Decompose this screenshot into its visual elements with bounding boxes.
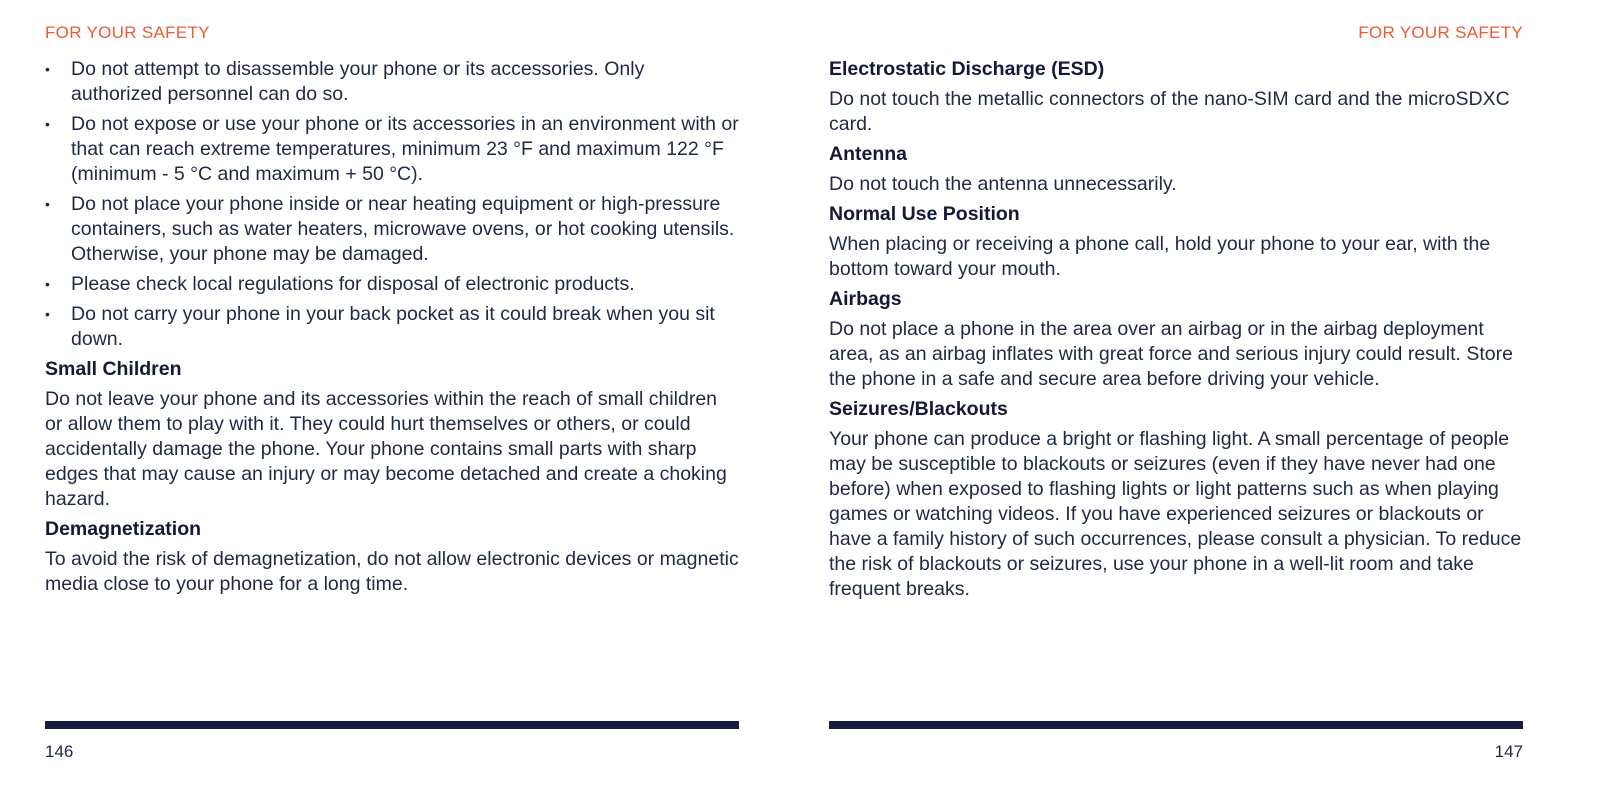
- bullet-icon: •: [45, 306, 50, 322]
- list-item: [45, 57, 739, 107]
- page-number: 146: [45, 742, 74, 761]
- bullet-text: Do not expose or use your phone or its accessories in an environment with or that can reach extreme temperatures, minimum 23 °F and maximum 122 °F (minimum - 5 °C and maximum + 50 °C).: [71, 113, 739, 185]
- section-heading-esd: Electrostatic Discharge (ESD): [829, 58, 1105, 80]
- section-body-normal-use-position: When placing or receiving a phone call, hold your phone to your ear, with the bottom toward your mouth.: [829, 233, 1491, 280]
- bullet-icon: •: [45, 61, 50, 77]
- bullet-text: Do not carry your phone in your back pocket as it could break when you sit down.: [71, 303, 715, 350]
- footer-rule: [829, 721, 1523, 729]
- section-heading-antenna: Antenna: [829, 143, 907, 165]
- section-heading-airbags: Airbags: [829, 288, 902, 310]
- section-heading-demagnetization: Demagnetization: [45, 518, 202, 540]
- page-header: FOR YOUR SAFETY: [1358, 23, 1523, 42]
- section-body-demagnetization: To avoid the risk of demagnetization, do not allow electronic devices or magnetic media close to your phone for a long time.: [45, 548, 739, 595]
- bullet-icon: •: [45, 116, 50, 132]
- section-body-small-children: Do not leave your phone and its accessories within the reach of small children or allow them to play with it. They could hurt themselves or others, or could accidentally damage the phone. Your phone contains small parts with sharp edges that may cause an injury or may become detached and create a choking hazard.: [45, 388, 727, 510]
- list-item: [45, 302, 739, 352]
- left-page: [45, 0, 739, 800]
- page-number: 147: [1494, 742, 1523, 761]
- footer-rule: [45, 721, 739, 729]
- left-page-content: [45, 57, 739, 602]
- bullet-icon: •: [45, 276, 50, 292]
- list-item: [45, 112, 739, 187]
- bullet-text: Do not place your phone inside or near heating equipment or high-pressure containers, such as water heaters, microwave ovens, or hot cooking utensils. Otherwise, your phone may be damaged.: [71, 193, 735, 265]
- page-header: FOR YOUR SAFETY: [45, 23, 210, 42]
- list-item: [45, 192, 739, 267]
- right-page: [829, 0, 1523, 800]
- section-heading-small-children: Small Children: [45, 358, 182, 380]
- safety-bullet-list: [45, 57, 739, 352]
- section-body-airbags: Do not place a phone in the area over an airbag or in the airbag deployment area, as an airbag inflates with great force and serious injury could result. Store the phone in a safe and secure area before driving your vehicle.: [829, 318, 1513, 390]
- section-body-seizures-blackouts: Your phone can produce a bright or flashing light. A small percentage of people may be susceptible to blackouts or seizures (even if they have never had one before) when exposed to flashing lights or light patterns such as when playing games or watching videos. If you have experienced seizures or blackouts or have a family history of such occurrences, please consult a physician. To reduce the risk of blackouts or seizures, use your phone in a well-lit room and take frequent breaks.: [829, 428, 1522, 600]
- section-body-esd: Do not touch the metallic connectors of the nano-SIM card and the microSDXC card.: [829, 88, 1510, 135]
- right-page-content: [829, 57, 1523, 607]
- section-body-antenna: Do not touch the antenna unnecessarily.: [829, 173, 1177, 195]
- list-item: [45, 272, 739, 297]
- bullet-text: Do not attempt to disassemble your phone or its accessories. Only authorized personnel can do so.: [71, 58, 645, 105]
- section-heading-seizures-blackouts: Seizures/Blackouts: [829, 398, 1008, 420]
- section-heading-normal-use-position: Normal Use Position: [829, 203, 1020, 225]
- bullet-text: Please check local regulations for disposal of electronic products.: [71, 273, 635, 295]
- bullet-icon: •: [45, 196, 50, 212]
